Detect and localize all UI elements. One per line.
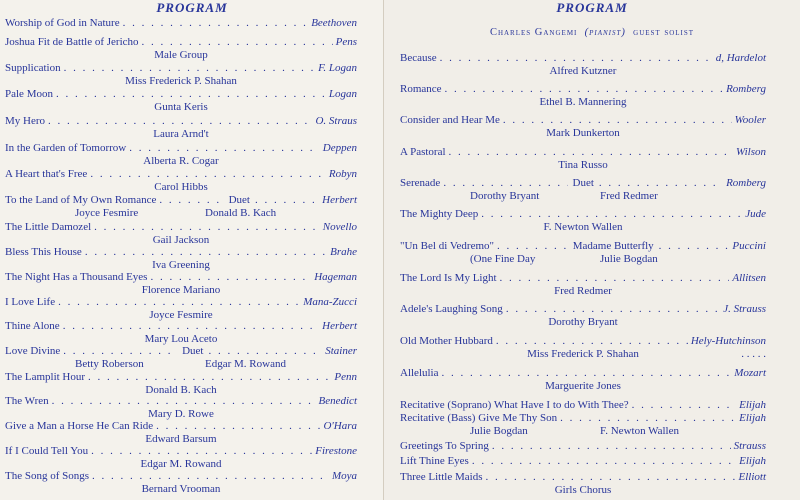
performer-name: Marguerite Jones [545,380,621,392]
entry-line [400,240,766,253]
program-entry [400,455,766,468]
program-entry [400,240,766,266]
performer-b: Donald B. Kach [205,207,277,219]
composer-name: Moya [331,470,357,482]
performer-name: Laura Arnd't [153,128,209,140]
performer-a: Joyce Fesmire [75,207,139,219]
entry-line [400,455,766,468]
composer-name: Beethoven [311,17,357,29]
leader-dots [150,271,311,284]
song-title: My Hero [5,115,46,127]
leader-dots [496,335,688,348]
leader-dots [481,208,742,221]
composer-name: O. Straus [315,115,357,127]
composer-name: Romberg [726,83,766,95]
program-entry [5,445,357,471]
program-entry [400,272,766,298]
leader-dots [90,168,326,181]
composer-name: Jude [745,208,766,220]
song-title: Adele's Laughing Song [400,303,503,315]
leader-dots [560,412,736,425]
composer-name: Stainer [325,345,357,357]
song-title: Old Mother Hubbard [400,335,493,347]
song-title: The Song of Songs [5,470,90,482]
performer-a: (One Fine Day [470,253,536,265]
song-title: Bless This House [5,246,82,258]
left-program-heading: PROGRAM [156,0,228,15]
entry-line [5,194,357,207]
leader-dots [599,177,723,190]
song-title: Lift Thine Eyes [400,455,469,467]
composer-name: Hageman [314,271,357,283]
leader-dots [63,320,319,333]
leader-dots [123,17,309,30]
leader-dots [472,455,736,468]
program-entry [5,142,357,168]
program-entry [400,471,766,497]
composer-name: J. Strauss [723,303,766,315]
leader-dots [445,83,724,96]
composer-name: Allitsen [732,272,766,284]
song-title: "Un Bel di Vedremo" [400,240,495,252]
performer-name: Male Group [154,49,208,61]
program-entry [5,395,357,421]
song-title: The Mighty Deep [400,208,479,220]
guest-suffix: guest solist [633,27,695,38]
program-entry [400,208,766,234]
entry-line [5,420,357,433]
composer-name: Pens [335,36,357,48]
song-title: Consider and Hear Me [400,114,500,126]
entry-note: Duet [182,345,204,357]
composer-name: Puccini [732,240,766,252]
program-entry [5,296,357,322]
song-title: Pale Moon [5,88,53,100]
duet-performers [5,207,357,220]
performer-name: Alberta R. Cogar [143,155,219,167]
performer-name: Ethel B. Mannering [539,96,627,108]
right-program-heading: PROGRAM [556,0,628,15]
song-title: Allelulia [400,367,439,379]
performer-name: Gunta Keris [154,101,208,113]
performer-b: Fred Redmer [600,190,658,202]
leader-dots [659,240,730,253]
program-entry [5,271,357,297]
program-entry [5,420,357,446]
performer-name: Fred Redmer [554,285,612,297]
entry-line [5,62,357,75]
performer-name: Tina Russo [558,159,608,171]
program-entry [400,177,766,203]
program-entry [5,221,357,247]
trailing-dots: . . . . . [741,348,766,360]
leader-dots [449,146,734,159]
duet-performers [5,358,357,371]
song-title: I Love Life [5,296,56,308]
leader-dots [56,88,326,101]
composer-name: d, Hardelot [715,52,766,64]
composer-name: Benedict [318,395,357,407]
composer-name: Mozart [734,367,766,379]
entry-line [400,335,766,348]
song-title: The Lamplit Hour [5,371,86,383]
leader-dots [255,194,319,207]
composer-name: Strauss [733,440,766,452]
song-title: The Night Has a Thousand Eyes [5,271,148,283]
song-title: Serenade [400,177,441,189]
leader-dots [48,115,312,128]
entry-note: Duet [572,177,594,189]
song-title: A Pastoral [400,146,446,158]
program-entry [400,303,766,329]
entry-line [5,246,357,259]
song-title: The Wren [5,395,49,407]
program-entry [400,412,766,438]
composer-name: Wooler [734,114,766,126]
entry-line [5,88,357,101]
leader-dots [64,62,315,75]
song-title: The Lord Is My Light [400,272,497,284]
composer-name: Romberg [726,177,766,189]
composer-name: Mana-Zucci [303,296,357,308]
entry-line [5,168,357,181]
entry-note: Duet [228,194,250,206]
entry-line [5,271,357,284]
composer-name: Penn [334,371,357,383]
program-right-page [384,0,800,500]
duet-performers [400,253,766,266]
performer-name: Edgar M. Rowand [140,458,222,470]
song-title: If I Could Tell You [5,445,89,457]
song-title: Love Divine [5,345,61,357]
entry-line [5,115,357,128]
program-entry [400,399,766,412]
entry-line [400,367,766,380]
entry-line [400,177,766,190]
leader-dots [92,470,329,483]
performer-a: Dorothy Bryant [470,190,540,202]
composer-name: Elijah [739,455,766,467]
program-entry [5,115,357,141]
performer-b: Edgar M. Rowand [205,358,286,370]
performer-name: Alfred Kutzner [549,65,617,77]
performer-b: F. Newton Wallen [600,425,679,437]
performer-name: Bernard Vrooman [141,483,221,495]
composer-name: Hely-Hutchinson [690,335,766,347]
entry-line [400,412,766,425]
song-title: Worship of God in Nature [5,17,120,29]
leader-dots [492,440,731,453]
entry-line [400,83,766,96]
leader-dots [142,36,333,49]
entry-line [5,371,357,384]
performer-a: Betty Roberson [75,358,144,370]
leader-dots [485,471,735,484]
song-title: Recitative (Bass) Give Me Thy Son [400,412,558,424]
leader-dots [91,445,312,458]
composer-name: Logan [328,88,357,100]
program-entry [5,168,357,194]
performer-a: Julie Bogdan [470,425,528,437]
song-title: Give a Man a Horse He Can Ride [5,420,154,432]
program-entry [5,371,357,397]
song-title: Because [400,52,437,64]
program-entry [400,440,766,453]
composer-name: O'Hara [323,420,357,432]
entry-line [400,471,766,484]
performer-name: Edward Barsum [145,433,217,445]
performer-name: Girls Chorus [554,484,612,496]
entry-line [400,52,766,65]
program-entry [5,470,357,496]
composer-name: F. Logan [318,62,357,74]
entry-line [5,320,357,333]
performer-name: Mark Dunkerton [546,127,620,139]
duet-performers [400,190,766,203]
song-title: Joshua Fit de Battle of Jericho [5,36,139,48]
program-entry [5,36,357,62]
leader-dots [94,221,320,234]
leader-dots [52,395,316,408]
program-entry [400,114,766,140]
composer-name: Deppen [322,142,357,154]
entry-line [400,272,766,285]
entry-line [5,445,357,458]
composer-name: Elijah [739,399,766,411]
leader-dots [497,240,568,253]
program-entry [5,246,357,272]
guest-soloist-line [384,27,800,38]
performer-name: Mary Lou Aceto [144,333,218,345]
composer-name: Novello [322,221,357,233]
entry-line [5,36,357,49]
program-entry [400,146,766,172]
leader-dots [58,296,300,309]
song-title: In the Garden of Tomorrow [5,142,127,154]
entry-line [5,17,357,30]
performer-name: Dorothy Bryant [548,316,618,328]
entry-line [400,146,766,159]
program-entry [400,52,766,78]
program-entry [5,17,357,30]
program-entry [5,62,357,88]
composer-name: Firestone [315,445,357,457]
performer-name: F. Newton Wallen [543,221,623,233]
leader-dots [500,272,730,285]
song-title: Recitative (Soprano) What Have I to do With Thee? [400,399,629,411]
song-title: Three Little Maids [400,471,483,483]
program-left-page [0,0,384,500]
entry-line [5,395,357,408]
entry-line [5,142,357,155]
leader-dots [85,246,327,259]
song-title: Thine Alone [5,320,60,332]
guest-name: Charles Gangemi [489,27,578,38]
composer-name: Elijah [739,412,766,424]
entry-line [400,303,766,316]
program-entry [5,345,357,371]
leader-dots [442,367,732,380]
song-title: Romance [400,83,442,95]
leader-dots [440,52,713,65]
entry-line [5,221,357,234]
program-entry [400,367,766,393]
leader-dots [88,371,331,384]
composer-name: Elliott [738,471,766,483]
leader-dots [503,114,732,127]
song-title: Supplication [5,62,61,74]
leader-dots [443,177,567,190]
song-title: To the Land of My Own Romance [5,194,157,206]
duet-performers [400,425,766,438]
composer-name: Robyn [328,168,357,180]
guest-role: (pianist) [584,27,626,38]
performer-name: Joyce Fesmire [149,309,213,321]
leader-dots [632,399,736,412]
performer-b: Julie Bogdan [600,253,658,265]
leader-dots [208,345,322,358]
program-entry [5,88,357,114]
leader-dots [156,420,320,433]
composer-name: Brahe [330,246,357,258]
performer-name: Carol Hibbs [154,181,208,193]
program-entry [5,320,357,346]
song-title: Greetings To Spring [400,440,489,452]
performer-name: Donald B. Kach [145,384,217,396]
entry-note: Madame Butterfly [572,240,654,252]
leader-dots [129,142,320,155]
song-title: The Little Damozel [5,221,92,233]
leader-dots [506,303,720,316]
entry-line [5,470,357,483]
leader-dots [63,345,177,358]
performer-name: Miss Frederick P. Shahan [527,348,639,360]
entry-line [5,345,357,358]
performer-name: Miss Frederick P. Shahan [125,75,237,87]
entry-line [5,296,357,309]
entry-line [400,208,766,221]
performer-name: Iva Greening [152,259,210,271]
composer-name: Herbert [322,320,357,332]
entry-line [400,399,766,412]
performer-name: Florence Mariano [141,284,221,296]
leader-dots [159,194,223,207]
performer-name: Gail Jackson [152,234,210,246]
program-entry [5,194,357,220]
song-title: A Heart that's Free [5,168,88,180]
entry-line [400,114,766,127]
program-entry [400,83,766,109]
composer-name: Herbert [322,194,357,206]
composer-name: Wilson [736,146,766,158]
entry-line [400,440,766,453]
program-entry [400,335,766,361]
performer-name: Mary D. Rowe [148,408,214,420]
